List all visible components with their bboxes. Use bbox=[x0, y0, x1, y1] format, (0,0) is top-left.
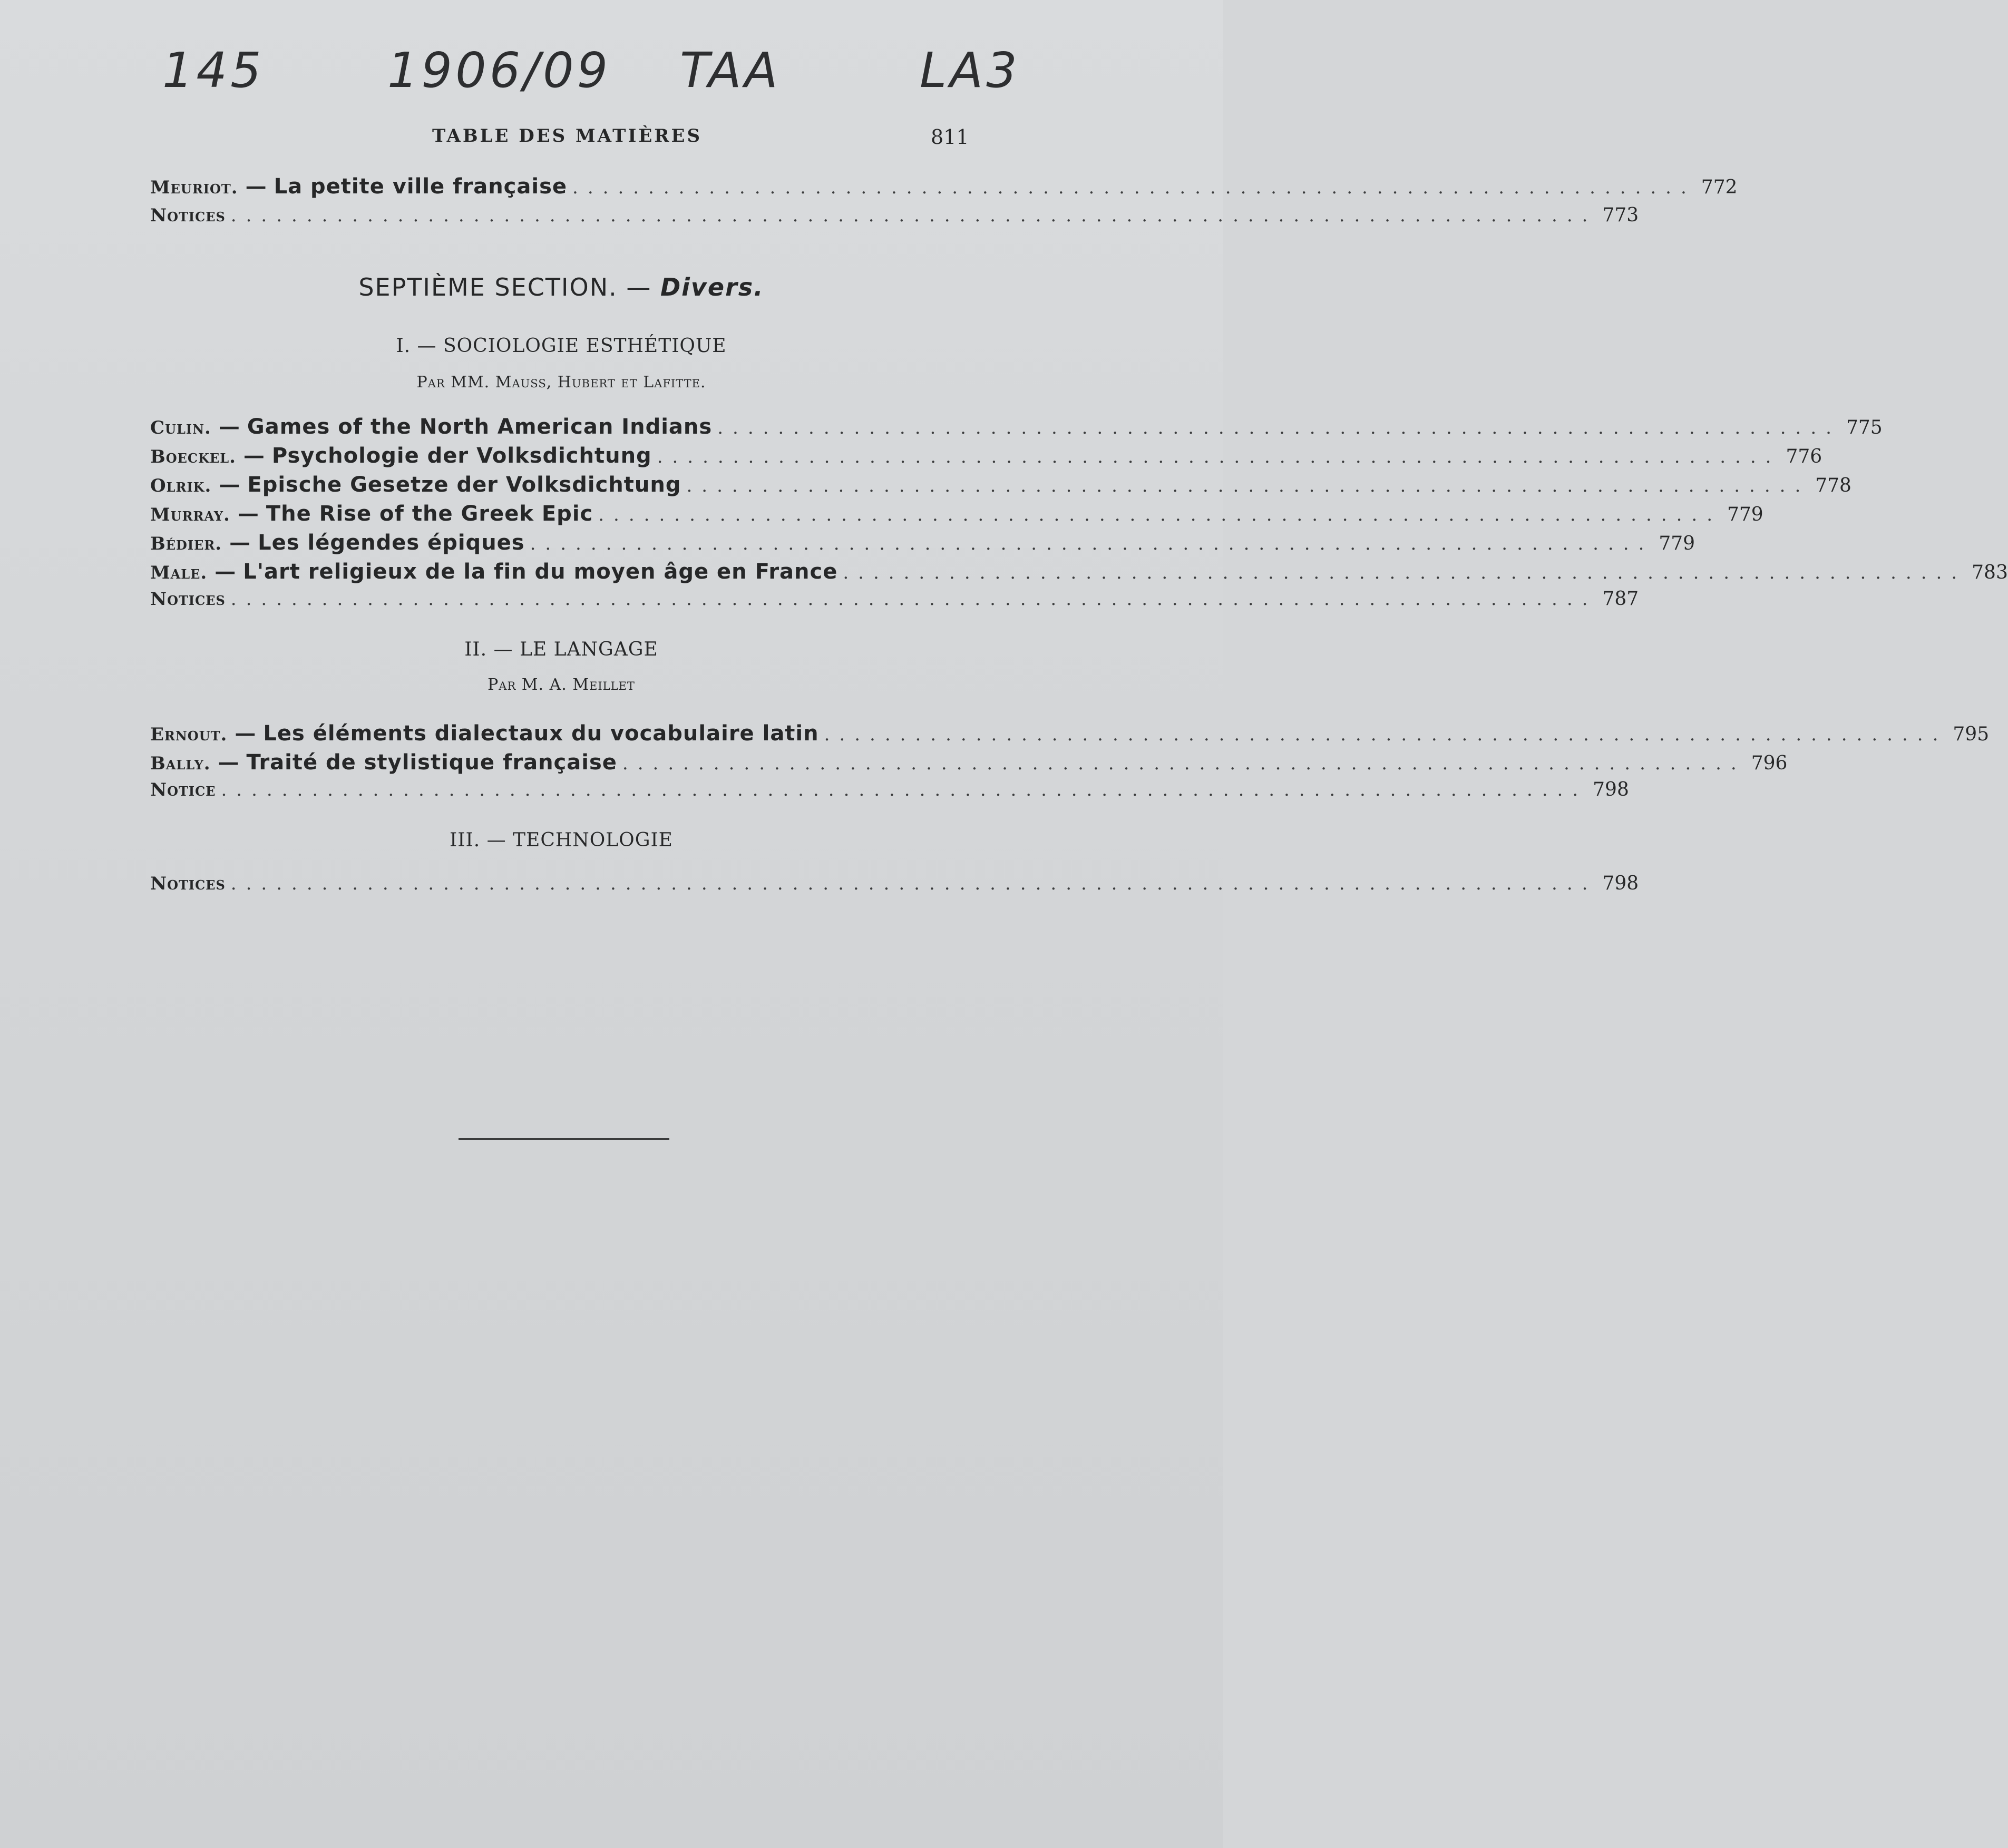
entry-author: Meuriot. bbox=[150, 177, 238, 198]
entry-page: 783 bbox=[1972, 562, 2008, 583]
handwritten-note: 145 bbox=[162, 42, 265, 99]
dot-leader: .......................................................................................... bbox=[230, 205, 1597, 226]
dot-leader: .......................................................................... bbox=[598, 504, 1722, 525]
dot-leader: .......................................................................... bbox=[657, 446, 1781, 467]
toc-entry: Bally. — Traité de stylistique française .......................................................................... 796 bbox=[150, 750, 1788, 775]
handwritten-note: 1906/09 bbox=[387, 42, 611, 99]
entry-page: 773 bbox=[1602, 204, 1639, 226]
dot-leader: .......................................................................... bbox=[824, 724, 1948, 745]
entry-author: Ernout. bbox=[150, 724, 228, 745]
dot-leader: .......................................................................... bbox=[686, 475, 1810, 496]
entry-page: 775 bbox=[1846, 417, 1883, 438]
toc-entry: Murray. — The Rise of the Greek Epic .......................................................................... 779 bbox=[150, 501, 1763, 526]
toc-entry: Ernout. — Les éléments dialectaux du vocabulaire latin .......................................................................... 795 bbox=[150, 721, 1990, 746]
toc-entry: Meuriot. — La petite ville française .......................................................................... 772 bbox=[150, 174, 1738, 199]
toc-entry bbox=[150, 873, 1639, 894]
entry-author: Olrik. bbox=[150, 475, 212, 496]
entry-title: Games of the North American Indians bbox=[247, 415, 713, 439]
entry-page: 778 bbox=[1815, 475, 1851, 496]
toc-entry: Bédier. — Les légendes épiques .......................................................................... 779 bbox=[150, 530, 1695, 555]
entry-page: 787 bbox=[1602, 588, 1639, 610]
part-heading: II. — LE LANGAGE bbox=[464, 639, 658, 660]
toc-entry bbox=[150, 779, 1629, 800]
entry-author: Notice bbox=[150, 779, 216, 800]
entry-author: Male. bbox=[150, 562, 208, 583]
entry-page: 779 bbox=[1727, 504, 1763, 525]
toc-entry: Boeckel. — Psychologie der Volksdichtung .......................................................................... 776 bbox=[150, 443, 1822, 468]
entry-title: The Rise of the Greek Epic bbox=[266, 502, 593, 526]
entry-page: 796 bbox=[1751, 752, 1788, 774]
dot-leader: .......................................................................... bbox=[572, 177, 1696, 198]
handwritten-note: TAA bbox=[680, 42, 781, 99]
toc-entry: Culin. — Games of the North American Indians .......................................................................... 775 bbox=[150, 414, 1883, 439]
entry-title: Les éléments dialectaux du vocabulaire latin bbox=[263, 721, 819, 746]
part-heading: I. — SOCIOLOGIE ESTHÉTIQUE bbox=[396, 335, 727, 357]
entry-author: Murray. bbox=[150, 504, 230, 525]
entry-title: Les légendes épiques bbox=[258, 531, 525, 555]
part-heading: III. — TECHNOLOGIE bbox=[450, 829, 673, 851]
entry-title: L'art religieux de la fin du moyen âge en France bbox=[243, 560, 838, 584]
entry-page: 776 bbox=[1786, 446, 1822, 467]
toc-entry bbox=[150, 588, 1639, 610]
entry-title: Traité de stylistique française bbox=[246, 750, 617, 775]
running-head: TABLE DES MATIÈRES bbox=[432, 125, 703, 146]
page-number: 811 bbox=[931, 125, 969, 149]
handwritten-note: LA3 bbox=[920, 42, 1020, 99]
entry-author: Boeckel. bbox=[150, 446, 236, 467]
entry-title: Epische Gesetze der Volksdichtung bbox=[247, 473, 681, 497]
dot-leader: .......................................................................... bbox=[622, 753, 1746, 774]
dot-leader: .......................................................................................... bbox=[221, 779, 1588, 800]
entry-author: Notices bbox=[150, 873, 226, 894]
entry-page: 798 bbox=[1593, 779, 1629, 800]
toc-entry: Male. — L'art religieux de la fin du moyen âge en France .......................................................................... 783 bbox=[150, 559, 2008, 584]
dot-leader: .......................................................................... bbox=[843, 562, 1967, 583]
entry-page: 795 bbox=[1953, 723, 1990, 745]
part-byline: Par M. A. Meillet bbox=[488, 676, 635, 694]
entry-page: 779 bbox=[1659, 533, 1695, 554]
entry-title: Psychologie der Volksdichtung bbox=[271, 444, 652, 468]
entry-page: 798 bbox=[1602, 873, 1639, 894]
entry-title: La petite ville française bbox=[274, 174, 568, 199]
section-title: SEPTIÈME SECTION. — Divers. bbox=[358, 273, 764, 301]
dot-leader: .......................................................................... bbox=[717, 417, 1841, 438]
entry-author: Culin. bbox=[150, 417, 211, 438]
closing-rule bbox=[459, 1138, 669, 1140]
toc-entry: Olrik. — Epische Gesetze der Volksdichtung .......................................................................... 778 bbox=[150, 472, 1851, 497]
dot-leader: .......................................................................................... bbox=[230, 873, 1597, 894]
entry-author: Notices bbox=[150, 589, 226, 610]
entry-page: 772 bbox=[1701, 177, 1738, 198]
toc-entry bbox=[150, 204, 1639, 226]
dot-leader: .......................................................................................... bbox=[230, 589, 1597, 610]
dot-leader: .......................................................................... bbox=[530, 533, 1654, 554]
entry-author: Notices bbox=[150, 205, 226, 226]
part-byline: Par MM. Mauss, Hubert et Lafitte. bbox=[416, 373, 706, 392]
entry-author: Bédier. bbox=[150, 533, 222, 554]
entry-author: Bally. bbox=[150, 753, 211, 774]
